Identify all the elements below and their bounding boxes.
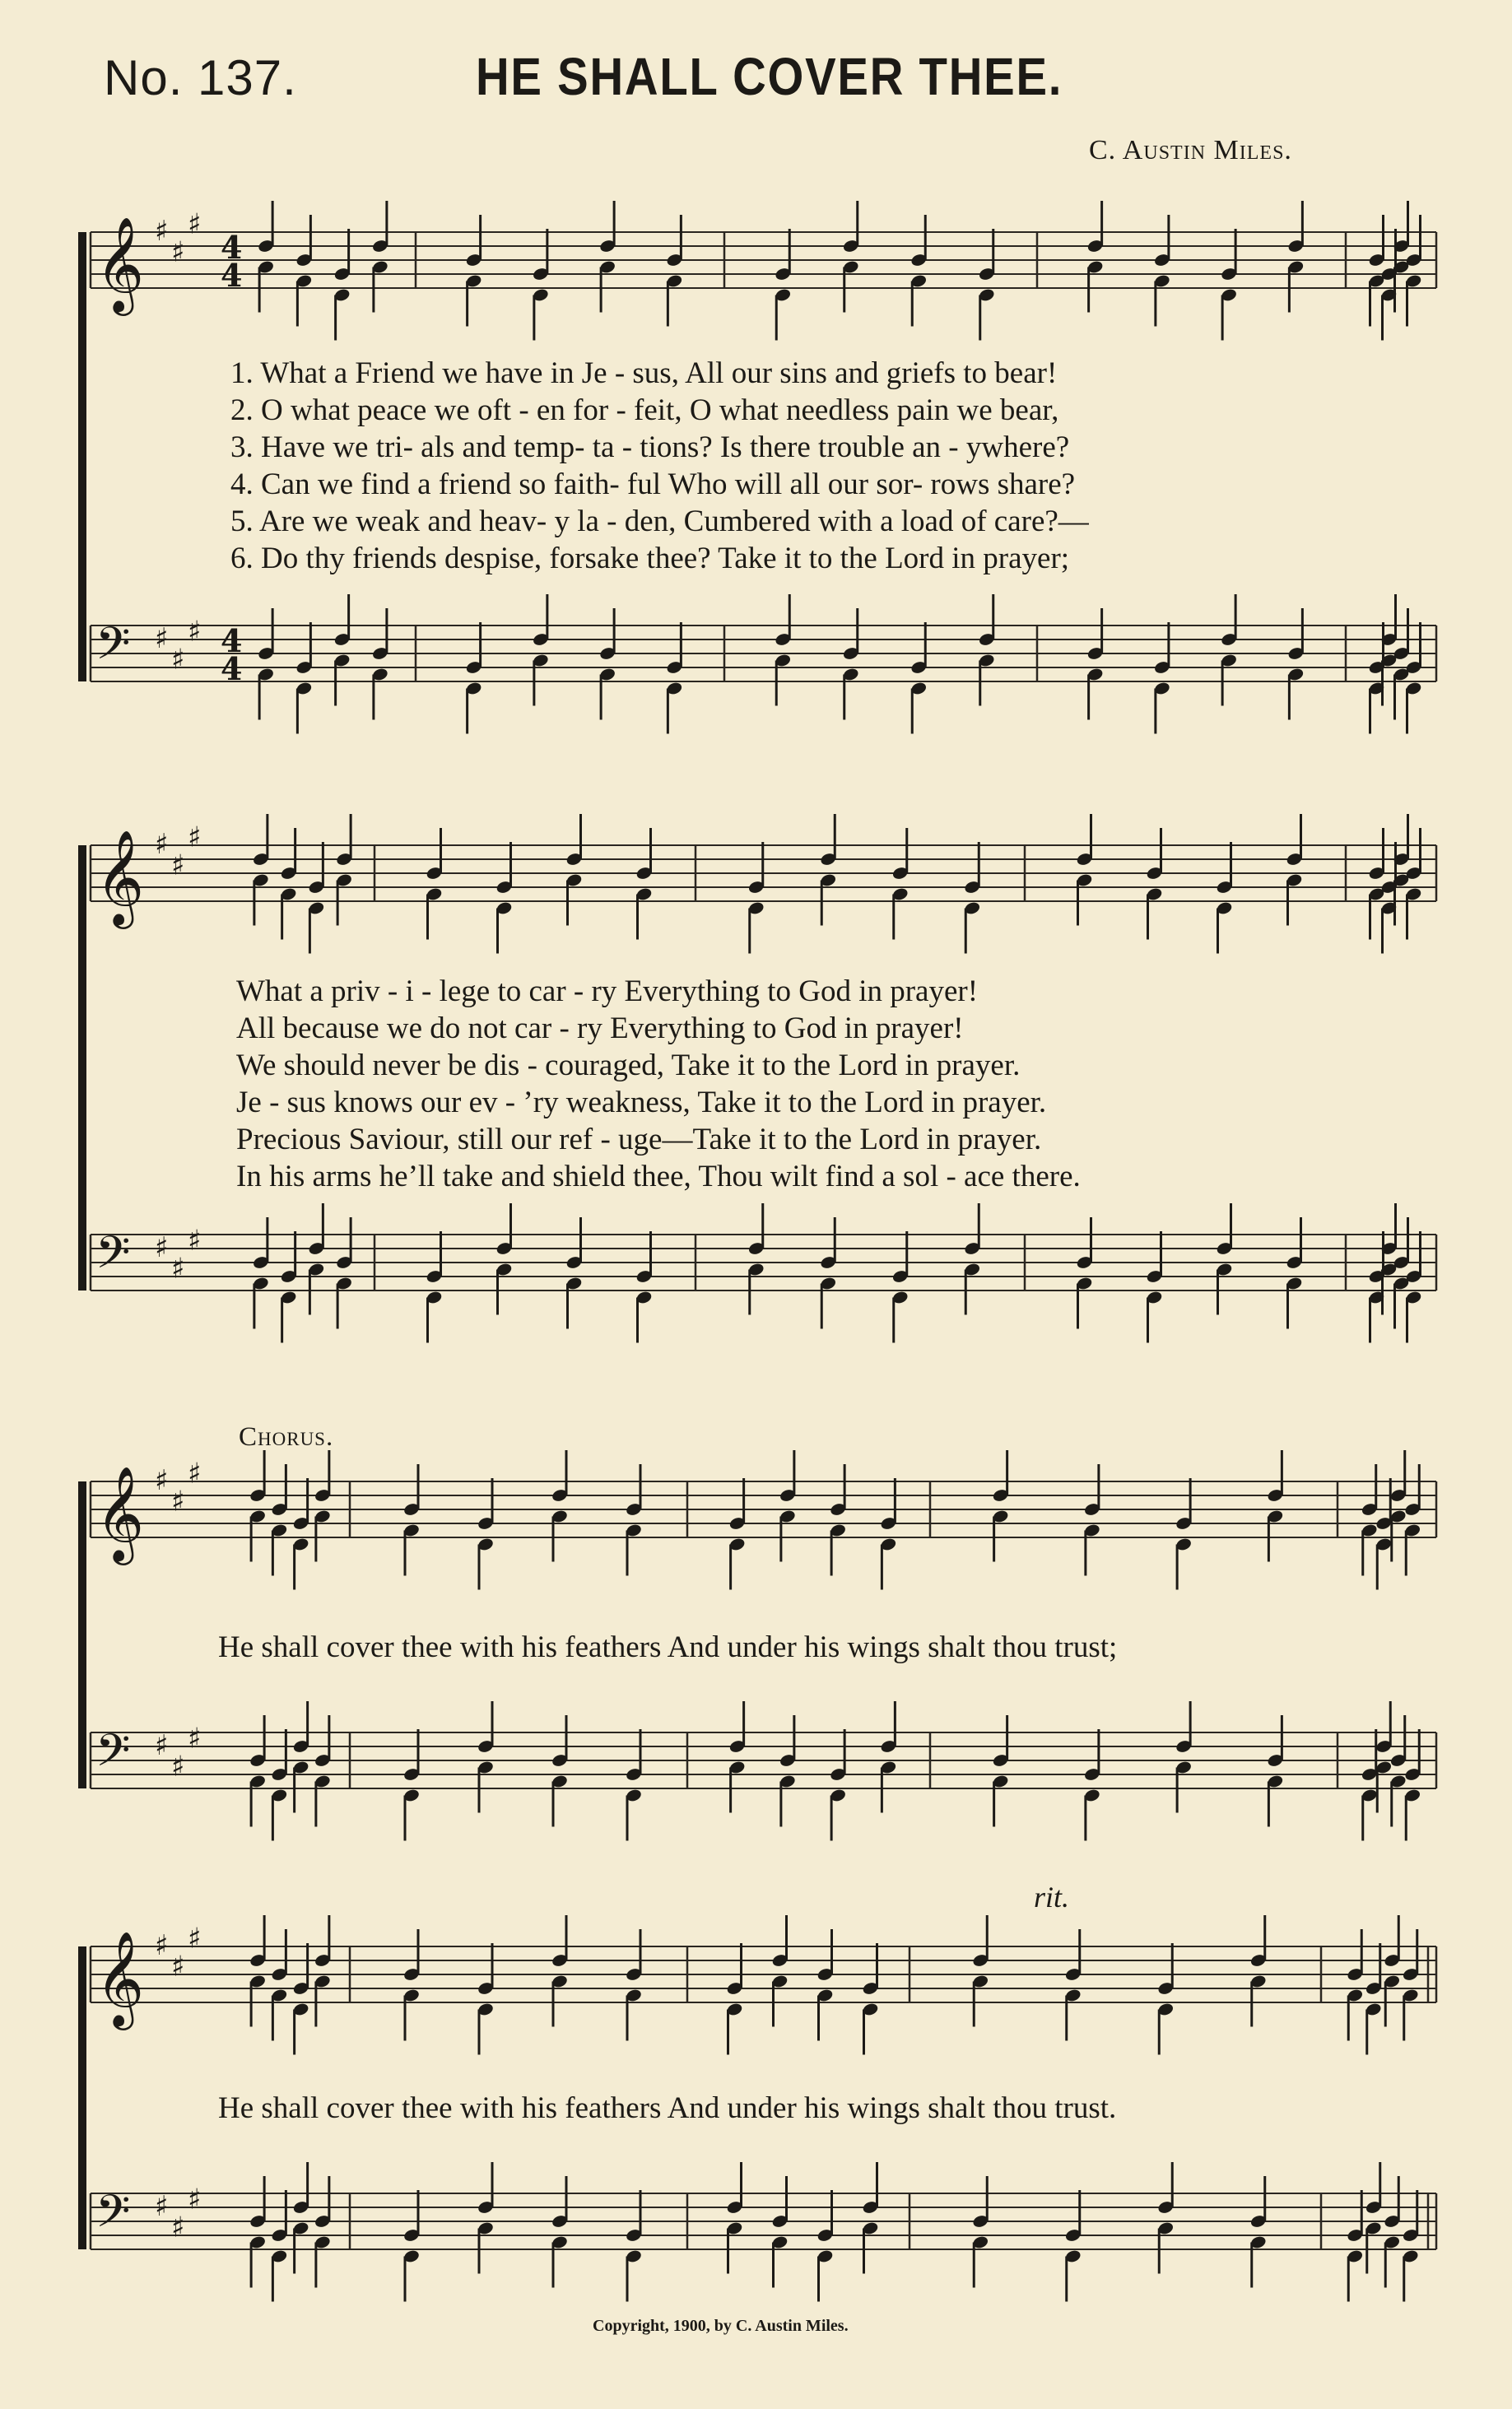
verse-line: Precious Saviour, still our ref - uge—Take it to the Lord in prayer. — [236, 1123, 1042, 1156]
sharp-icon: ♯ — [171, 1485, 185, 1518]
chorus-label: Chorus. — [239, 1422, 334, 1452]
verse-line: 4. Can we find a friend so faith- ful Who will all our sor- rows share? — [230, 467, 1076, 501]
ritardando-mark: rit. — [1034, 1881, 1070, 1914]
sharp-icon: ♯ — [171, 1252, 185, 1286]
sharp-icon: ♯ — [155, 1929, 169, 1962]
sharp-icon: ♯ — [171, 2211, 185, 2244]
copyright-notice: Copyright, 1900, by C. Austin Miles. — [593, 2317, 849, 2335]
verse-line: 1. What a Friend we have in Je - sus, All our sins and griefs to bear! — [230, 356, 1058, 390]
verse-line: 2. O what peace we oft - en for - feit, O what needless pain we bear, — [230, 393, 1059, 427]
verse-line: 5. Are we weak and heav- y la - den, Cumbered with a load of care?— — [230, 505, 1089, 538]
bass-clef-icon: 𝄢 — [95, 2185, 131, 2249]
sharp-icon: ♯ — [188, 1722, 202, 1756]
time-signature-bottom: 4 — [221, 257, 243, 294]
sharp-icon: ♯ — [188, 1922, 202, 1956]
verse-line: What a priv - i - lege to car - ry Everything to God in prayer! — [236, 974, 979, 1008]
sharp-icon: ♯ — [171, 643, 185, 677]
verse-line: We should never be dis - couraged, Take it to the Lord in prayer. — [236, 1049, 1021, 1082]
sharp-icon: ♯ — [171, 849, 185, 882]
verse-line: 3. Have we tri- als and temp- ta - tions? Is there trouble an - ywhere? — [230, 430, 1070, 464]
sharp-icon: ♯ — [155, 828, 169, 861]
treble-clef-icon: 𝄞 — [95, 216, 145, 313]
sharp-icon: ♯ — [171, 1750, 185, 1783]
sharp-icon: ♯ — [188, 2183, 202, 2216]
treble-clef-icon: 𝄞 — [95, 1930, 145, 2027]
chorus-lyric-2: He shall cover thee with his feathers And under his wings shalt thou trust. — [218, 2091, 1117, 2125]
verse-line: All because we do not car - ry Everything to God in prayer! — [236, 1012, 964, 1045]
sharp-icon: ♯ — [188, 821, 202, 854]
time-signature-bottom: 4 — [221, 650, 243, 687]
sharp-icon: ♯ — [155, 1464, 169, 1497]
sharp-icon: ♯ — [188, 1457, 202, 1491]
sharp-icon: ♯ — [188, 207, 202, 241]
sharp-icon: ♯ — [171, 235, 185, 269]
composer-credit: C. Austin Miles. — [1089, 135, 1292, 165]
treble-clef-icon: 𝄞 — [95, 829, 145, 926]
bass-clef-icon: 𝄢 — [95, 1226, 131, 1290]
bass-clef-icon: 𝄢 — [95, 617, 131, 681]
chorus-lyric-1: He shall cover thee with his feathers And under his wings shalt thou trust; — [218, 1630, 1118, 1664]
time-signature-top: 4 — [221, 229, 243, 266]
hymn-title: HE SHALL COVER THEE. — [476, 47, 1063, 106]
sharp-icon: ♯ — [188, 1224, 202, 1258]
sharp-icon: ♯ — [155, 622, 169, 655]
verse-line: In his arms he’ll take and shield thee, Thou wilt find a sol - ace there. — [236, 1160, 1081, 1193]
sharp-icon: ♯ — [155, 1729, 169, 1762]
hymn-number: No. 137. — [104, 50, 297, 105]
time-signature-top: 4 — [221, 622, 243, 659]
sharp-icon: ♯ — [155, 2190, 169, 2223]
treble-clef-icon: 𝄞 — [95, 1465, 145, 1562]
sharp-icon: ♯ — [155, 215, 169, 248]
sharp-icon: ♯ — [171, 1950, 185, 1983]
verse-line: 6. Do thy friends despise, forsake thee? Take it to the Lord in prayer; — [230, 542, 1070, 575]
bass-clef-icon: 𝄢 — [95, 1724, 131, 1788]
sharp-icon: ♯ — [188, 615, 202, 649]
sharp-icon: ♯ — [155, 1231, 169, 1264]
verse-line: Je - sus knows our ev - ’ry weakness, Take it to the Lord in prayer. — [236, 1086, 1047, 1119]
